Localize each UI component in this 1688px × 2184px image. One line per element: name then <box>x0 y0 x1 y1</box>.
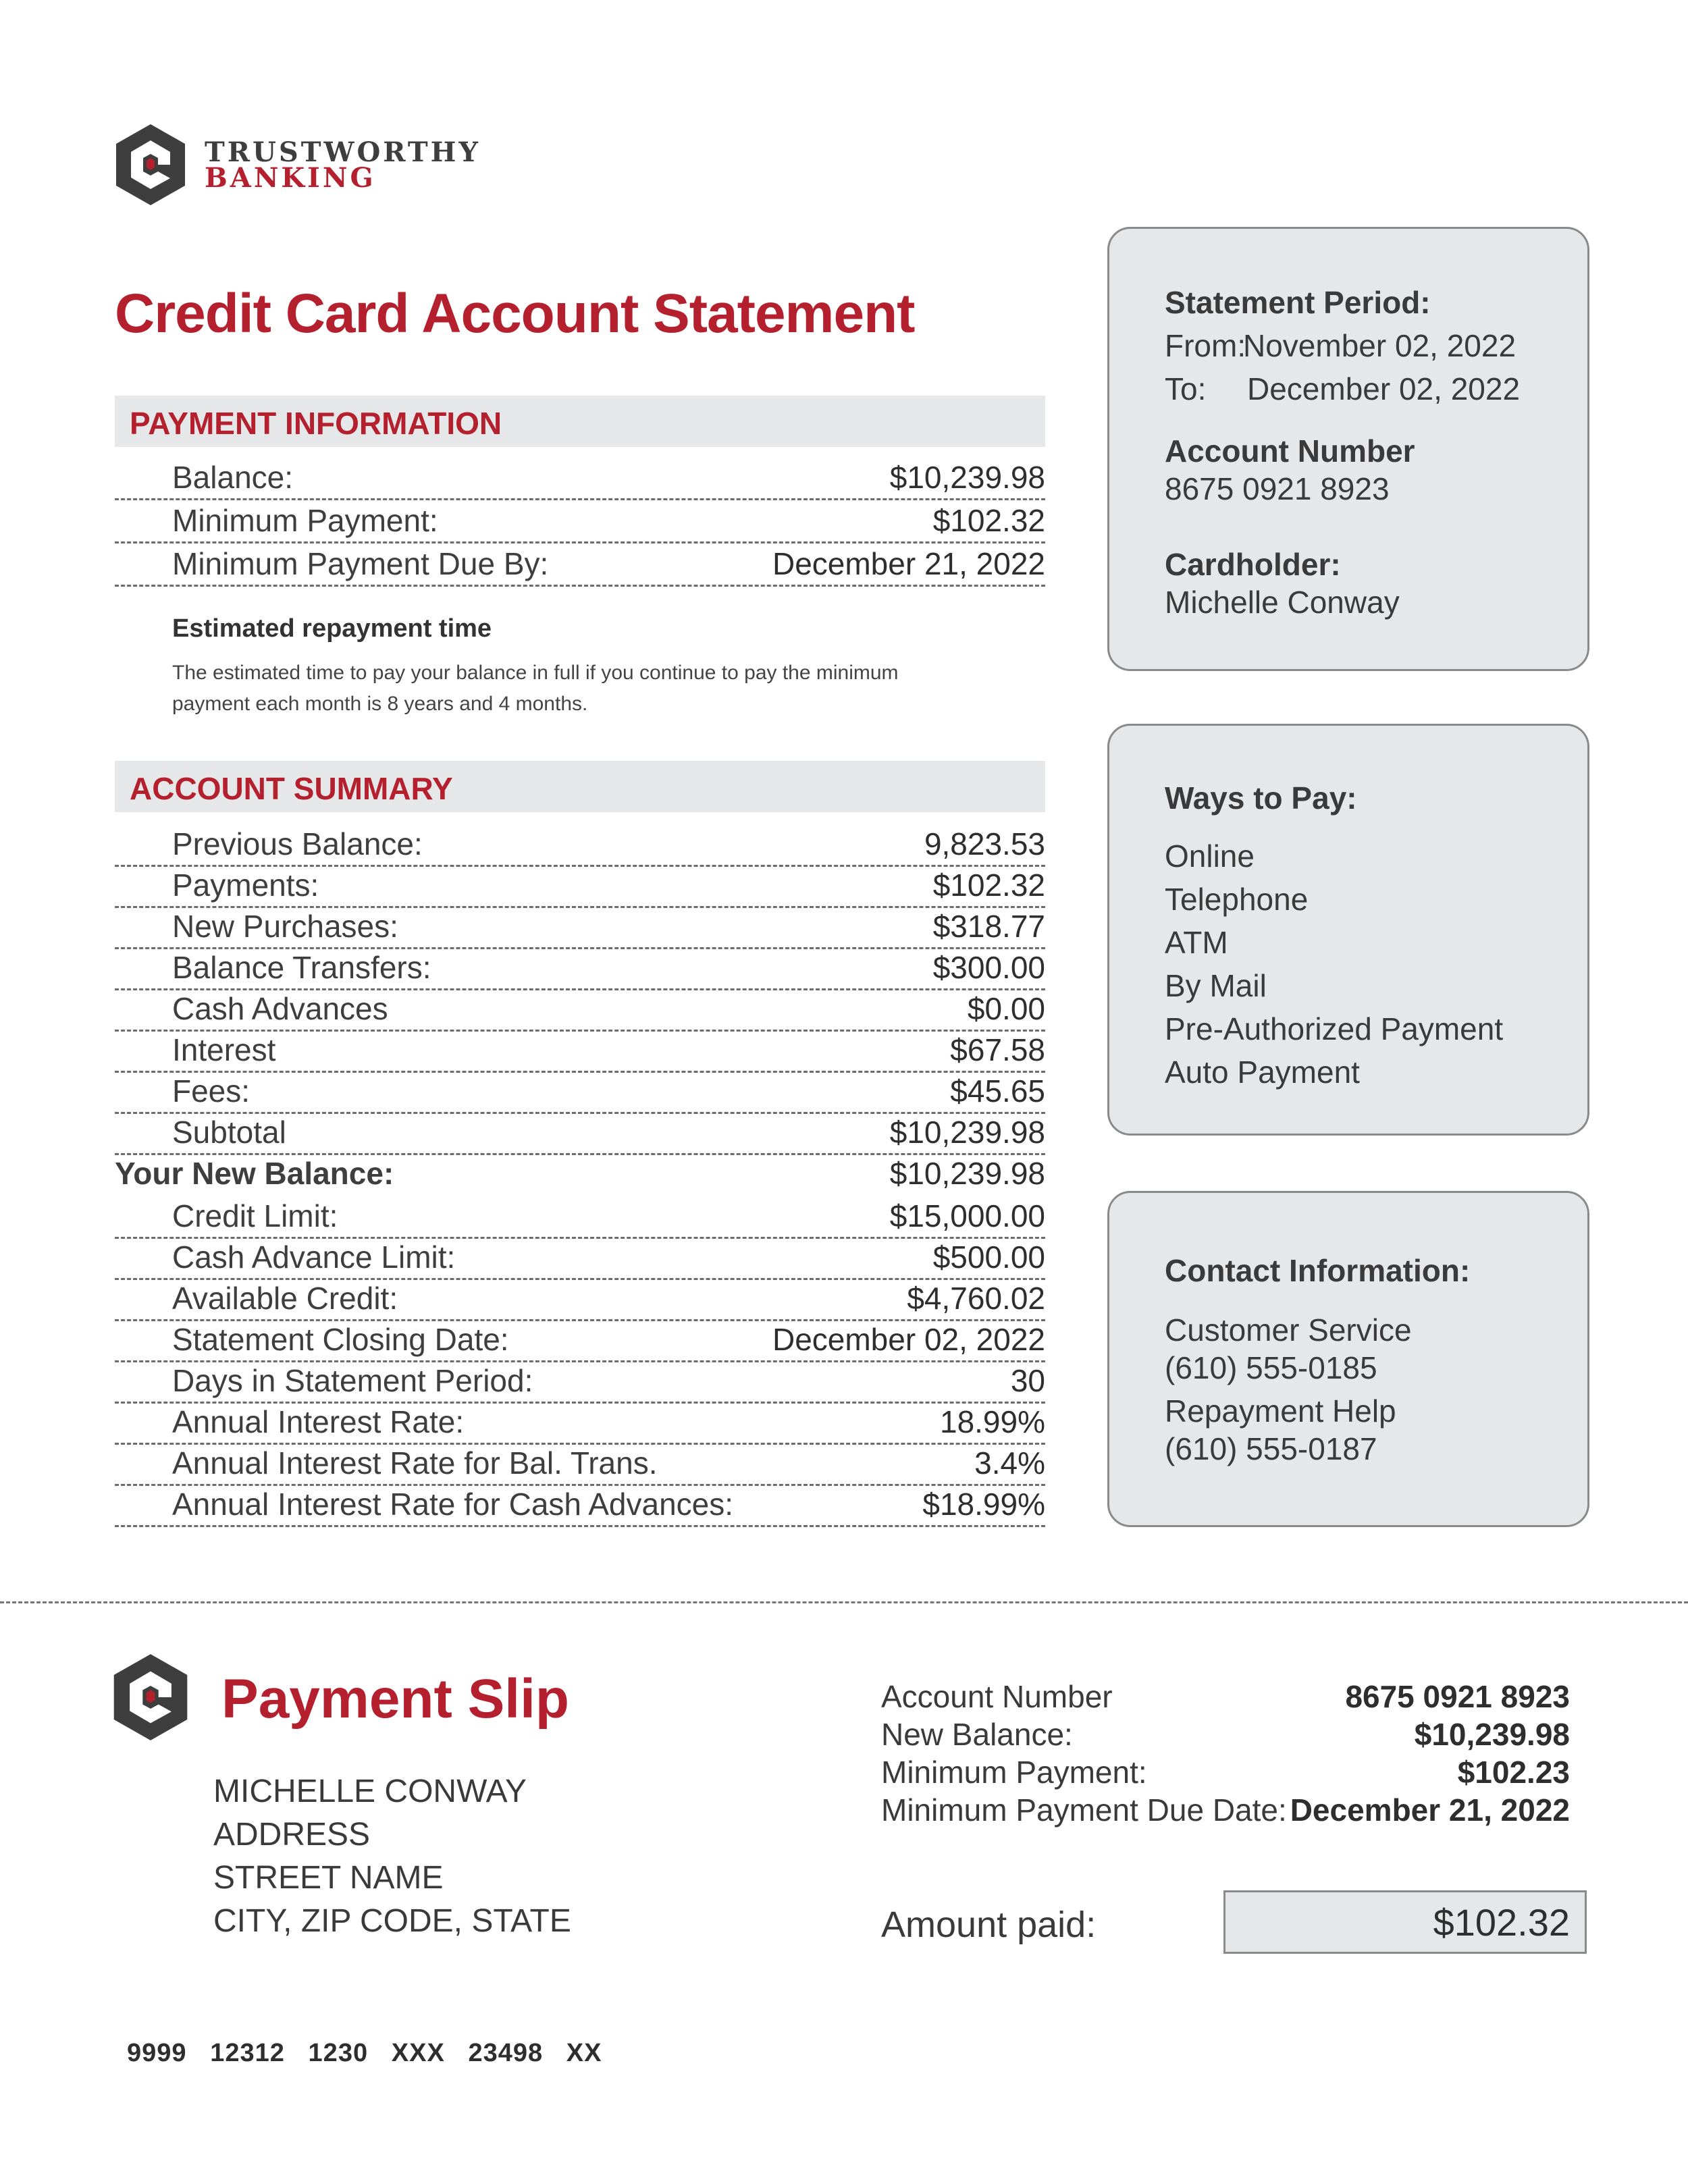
statement-info-box <box>1107 227 1589 671</box>
row-value: $300.00 <box>932 950 1045 985</box>
slip-minimum-value: $102.23 <box>1457 1755 1570 1790</box>
page-title: Credit Card Account Statement <box>115 283 915 344</box>
statement-period-label: Statement Period: <box>1165 285 1431 320</box>
contact-info-heading: Contact Information: <box>1165 1253 1471 1288</box>
payment-information-heading: PAYMENT INFORMATION <box>130 406 502 441</box>
row-value: 9,823.53 <box>924 826 1045 861</box>
row-label: Days in Statement Period: <box>172 1363 533 1398</box>
payment-row-due-by <box>115 543 1045 587</box>
period-from-value: November 02, 2022 <box>1243 328 1516 363</box>
slip-account-value: 8675 0921 8923 <box>1345 1679 1570 1714</box>
slip-due-date-label: Minimum Payment Due Date: <box>881 1792 1287 1828</box>
row-value: $10,239.98 <box>889 460 1045 495</box>
estimate-text: The estimated time to pay your balance in full if you continue to pay the minimum payment each month is 8 years and 4 months. <box>172 662 899 715</box>
payment-row-balance <box>115 457 1045 500</box>
row-value: $10,239.98 <box>889 1115 1045 1150</box>
repayment-help-label: Repayment Help <box>1165 1393 1396 1429</box>
summary-row <box>115 1196 1045 1239</box>
row-label: Your New Balance: <box>115 1156 394 1191</box>
slip-minimum-label: Minimum Payment: <box>881 1755 1147 1790</box>
slip-new-balance-value: $10,239.98 <box>1414 1717 1570 1752</box>
row-label: Cash Advances <box>172 991 388 1026</box>
address-line: CITY, ZIP CODE, STATE <box>213 1903 571 1939</box>
period-from-label: From: <box>1165 328 1246 363</box>
row-value: 30 <box>1010 1363 1045 1398</box>
address-line: MICHELLE CONWAY <box>213 1774 527 1809</box>
account-number-value: 8675 0921 8923 <box>1165 471 1390 506</box>
row-value: $0.00 <box>967 991 1045 1026</box>
row-value: $67.58 <box>950 1032 1045 1067</box>
payment-information-header <box>115 396 1045 447</box>
summary-row <box>115 906 1045 949</box>
slip-new-balance-label: New Balance: <box>881 1717 1073 1752</box>
account-number-label: Account Number <box>1165 433 1415 469</box>
row-label: Cash Advance Limit: <box>172 1240 456 1275</box>
summary-row <box>115 947 1045 990</box>
cardholder-label: Cardholder: <box>1165 547 1341 582</box>
row-label: Payments: <box>172 868 319 903</box>
row-label: Interest <box>172 1032 276 1067</box>
micr-line: 9999 12312 1230 XXX 23498 XX <box>127 2039 602 2067</box>
row-value: $4,760.02 <box>907 1281 1045 1316</box>
row-value: $318.77 <box>932 909 1045 944</box>
row-value: 18.99% <box>939 1404 1045 1439</box>
summary-row <box>115 824 1045 867</box>
amount-paid-field[interactable] <box>1223 1890 1587 1954</box>
summary-row <box>115 1360 1045 1404</box>
row-value: $15,000.00 <box>889 1198 1045 1233</box>
summary-row <box>115 1319 1045 1362</box>
slip-due-date-value: December 21, 2022 <box>1290 1792 1570 1828</box>
row-label: Balance: <box>172 460 294 495</box>
summary-row <box>115 988 1045 1032</box>
row-value: December 02, 2022 <box>772 1322 1045 1357</box>
pay-method-item: Auto Payment <box>1165 1055 1360 1090</box>
period-to-value: December 02, 2022 <box>1247 371 1521 406</box>
pay-method-item: Pre-Authorized Payment <box>1165 1011 1504 1046</box>
row-label: Annual Interest Rate for Bal. Trans. <box>172 1445 658 1481</box>
row-label: Minimum Payment: <box>172 503 438 538</box>
address-line: ADDRESS <box>213 1817 371 1853</box>
summary-row <box>115 865 1045 908</box>
row-value: 3.4% <box>974 1445 1045 1481</box>
summary-row <box>115 1112 1045 1155</box>
pay-method-item: ATM <box>1165 925 1228 960</box>
contact-info-box <box>1107 1191 1589 1527</box>
period-to-label: To: <box>1165 371 1207 406</box>
amount-paid-label: Amount paid: <box>881 1905 1097 1945</box>
summary-row <box>115 1484 1045 1527</box>
row-value: $45.65 <box>950 1073 1045 1109</box>
summary-row-new-balance <box>115 1153 1045 1194</box>
account-summary-heading: ACCOUNT SUMMARY <box>130 771 453 806</box>
repayment-help-phone: (610) 555-0187 <box>1165 1431 1377 1466</box>
row-label: Annual Interest Rate for Cash Advances: <box>172 1487 734 1522</box>
pay-method-item: By Mail <box>1165 968 1267 1003</box>
brand-name-line2: BANKING <box>205 162 376 194</box>
summary-row <box>115 1278 1045 1321</box>
account-summary-header <box>115 761 1045 812</box>
bank-logo <box>113 123 481 211</box>
payment-row-minimum <box>115 500 1045 543</box>
summary-row <box>115 1402 1045 1445</box>
row-label: Statement Closing Date: <box>172 1322 509 1357</box>
summary-row <box>115 1443 1045 1486</box>
ways-to-pay-heading: Ways to Pay: <box>1165 780 1357 816</box>
payment-slip-title: Payment Slip <box>221 1668 569 1730</box>
row-value: $500.00 <box>932 1240 1045 1275</box>
address-line: STREET NAME <box>213 1860 444 1896</box>
slip-account-label: Account Number <box>881 1679 1113 1714</box>
row-label: Balance Transfers: <box>172 950 431 985</box>
row-label: Subtotal <box>172 1115 286 1150</box>
tear-off-line <box>0 1601 1688 1603</box>
row-value: $10,239.98 <box>889 1156 1045 1191</box>
row-label: New Purchases: <box>172 909 398 944</box>
row-value: December 21, 2022 <box>772 546 1045 581</box>
summary-row <box>115 1030 1045 1073</box>
ways-to-pay-box <box>1107 724 1589 1136</box>
row-label: Minimum Payment Due By: <box>172 546 549 581</box>
row-label: Available Credit: <box>172 1281 398 1316</box>
bank-logo-icon <box>111 1653 190 1742</box>
brand-name-line1: TRUSTWORTHY <box>205 136 481 168</box>
row-value: $102.32 <box>932 868 1045 903</box>
customer-service-phone: (610) 555-0185 <box>1165 1350 1377 1385</box>
row-label: Fees: <box>172 1073 250 1109</box>
row-value: $18.99% <box>922 1487 1045 1522</box>
summary-row <box>115 1237 1045 1280</box>
summary-row <box>115 1071 1045 1114</box>
estimate-title: Estimated repayment time <box>172 614 492 643</box>
cardholder-value: Michelle Conway <box>1165 585 1400 620</box>
customer-service-label: Customer Service <box>1165 1312 1412 1348</box>
pay-method-item: Online <box>1165 838 1255 874</box>
row-label: Previous Balance: <box>172 826 423 861</box>
row-value: $102.32 <box>932 503 1045 538</box>
row-label: Credit Limit: <box>172 1198 338 1233</box>
bank-logo-icon <box>113 123 188 207</box>
pay-method-item: Telephone <box>1165 882 1309 917</box>
row-label: Annual Interest Rate: <box>172 1404 465 1439</box>
amount-paid-value: $102.32 <box>1433 1901 1570 1944</box>
